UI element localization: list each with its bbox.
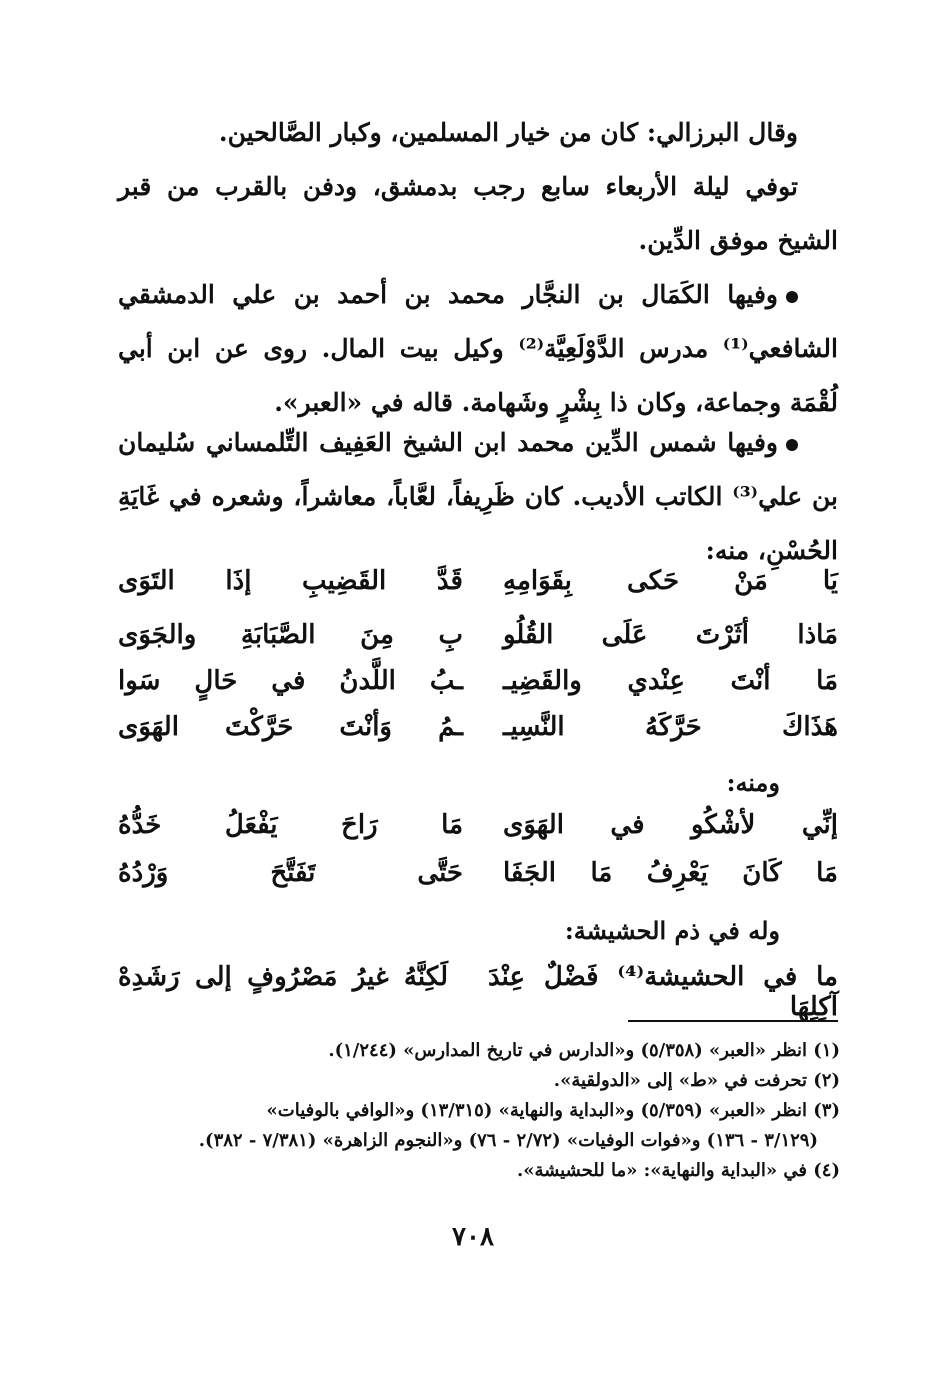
- verse-first-hemistich: إنِّي لأشْكُو في الهَوَى: [503, 810, 838, 840]
- footnote: (٤) في «البداية والنهاية»: «ما للحشيشة».: [516, 1160, 840, 1181]
- paragraph: وقال البرزالي: كان من خيار المسلمين، وكبار الصَّالحين.: [218, 118, 798, 147]
- verse-line: [118, 712, 838, 766]
- verse-second-hemistich: قَدَّ القَضِيبِ إذَا التَوَى: [118, 566, 463, 596]
- bullet-icon: [786, 291, 798, 303]
- footnote: (٣) انظر «العبر» (٥/٣٥٩) و«البداية والنهاية» (١٣/٣١٥) و«الوافي بالوفيات»: [266, 1100, 840, 1121]
- verse-second-hemistich: مَا رَاحَ يَفْعَلُ خَدُّهُ: [118, 810, 463, 840]
- verse-first-hemistich: هَذَاكَ حَرَّكَهُ النَّسِيـ: [503, 712, 838, 742]
- verse-line: [118, 566, 838, 620]
- page-number: ٧٠٨: [452, 1222, 494, 1252]
- bullet-icon: [786, 439, 798, 451]
- verse-line: [118, 810, 838, 864]
- verse-first-hemistich: يَا مَنْ حَكى بِقَوَامِهِ: [503, 566, 838, 596]
- verse-second-hemistich: لَكِنَّهُ غيرُ مَصْرُوفٍ إلى رَشَدِهْ: [118, 962, 448, 992]
- entry-ibn-najjar: [118, 268, 838, 430]
- verse-first-hemistich: ما في الحشيشة⁽⁴⁾ فَضْلٌ عِنْدَ آكِلِهَا: [488, 962, 838, 1022]
- footnote: (٣/١٢٩ - ١٣٦) و«فوات الوفيات» (٢/٧٢ - ٧٦) و«النجوم الزاهرة» (٧/٣٨١ - ٣٨٢).: [198, 1130, 818, 1151]
- body-text: [118, 106, 838, 268]
- footnotes: [118, 1036, 840, 1186]
- entry-shams-al-din: [118, 416, 838, 578]
- verse-first-hemistich: مَا كَانَ يَعْرِفُ مَا الجَفَا: [503, 858, 838, 888]
- footnote: (٢) تحرفت في «ط» إلى «الدولقية».: [553, 1070, 840, 1091]
- verse-second-hemistich: ـمُ وَأنْتَ حَرَّكْتَ الهَوَى: [118, 712, 463, 742]
- verse-line: [118, 858, 838, 912]
- verse-line: [118, 962, 838, 1022]
- footnote-divider: [628, 1020, 838, 1022]
- verse-first-hemistich: مَاذا أثَرْتَ عَلَى القُلُو: [503, 620, 838, 650]
- verse-second-hemistich: حَتَّى تَفَتَّحَ وَرْدُهُ: [118, 858, 463, 888]
- entry-text: وفيها شمس الدِّين محمد ابن الشيخ العَفِيف التِّلمساني سُليمان بن علي⁽³⁾ الكاتب الأديب. كان ظَرِيفاً، لعَّاباً، معاشراً، وشعره في غَايَةِ الحُسْنِ، منه:: [118, 428, 839, 565]
- verse-first-hemistich: مَا أنْتَ عِنْدي والقَضِيـ: [503, 666, 838, 696]
- verse-second-hemistich: ـبُ اللَّدنُ في حَالٍ سَوا: [118, 666, 463, 696]
- verse-second-hemistich: بِ مِنَ الصَّبَابَةِ والجَوَى: [118, 620, 463, 650]
- footnote: (١) انظر «العبر» (٥/٣٥٨) و«الدارس في تاريخ المدارس» (١/٢٤٤).: [328, 1040, 840, 1061]
- entry-text: وفيها الكَمَال بن النجَّار محمد بن أحمد بن علي الدمشقي الشافعي⁽¹⁾ مدرس الدَّوْلَعِيَّة⁽²⁾ وكيل بيت المال. روى عن ابن أبي لُقْمَة وجماعة، وكان ذا بِشْرٍ وشَهامة. قاله في «العبر».: [118, 280, 838, 417]
- poem-intro: ومنه:: [726, 768, 780, 797]
- poem-intro: وله في ذم الحشيشة:: [564, 916, 780, 945]
- paragraph: توفي ليلة الأربعاء سابع رجب بدمشق، ودفن بالقرب من قبر الشيخ موفق الدِّين.: [118, 172, 838, 255]
